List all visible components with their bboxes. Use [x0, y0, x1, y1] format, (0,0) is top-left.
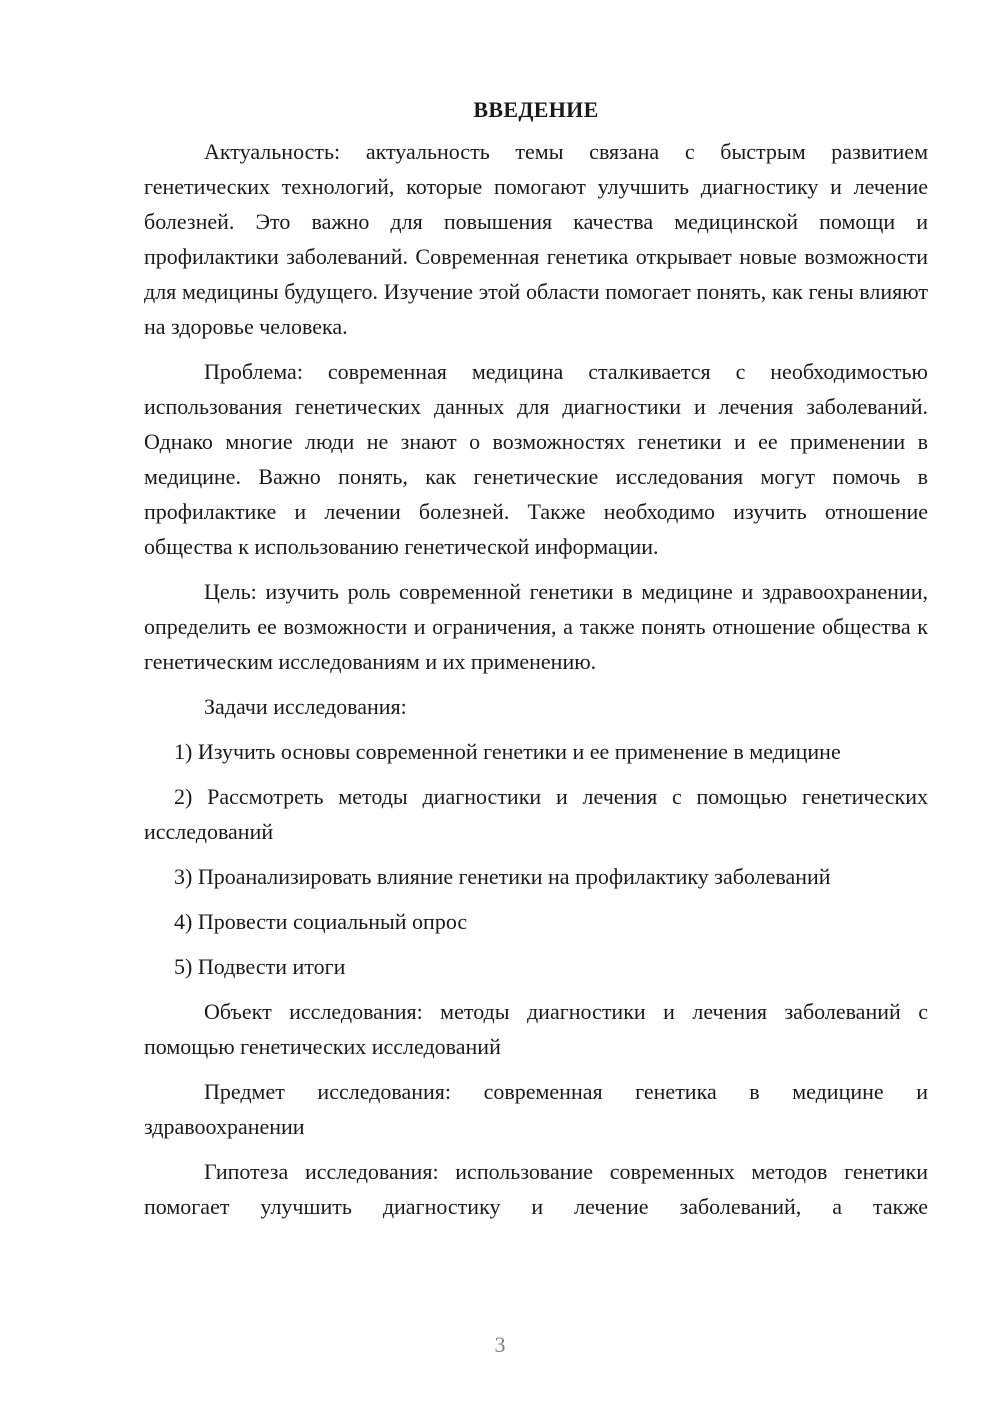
task-item-4: 4) Провести социальный опрос: [174, 909, 468, 934]
tasks-title: Задачи исследования:: [204, 694, 407, 719]
goal-paragraph: Цель: изучить роль современной генетики в медицине и здравоохранении, определить ее возможности и ограничения, а также понять отношение общества к генетическим исследованиям и их применению.: [144, 579, 928, 674]
hypothesis-paragraph: Гипотеза исследования: использование современных методов генетики помогает улучшить диагностику и лечение заболеваний, а также: [144, 1159, 928, 1219]
section-heading: ВВЕДЕНИЕ: [473, 97, 599, 122]
task-item-2: 2) Рассмотреть методы диагностики и лечения с помощью генетических исследований: [144, 784, 928, 844]
relevance-paragraph: Актуальность: актуальность темы связана с быстрым развитием генетических технологий, которые помогают улучшить диагностику и лечение болезней. Это важно для повышения качества медицинской помощи и профилактики заболеваний. Современная генетика открывает новые возможности для медицины будущего. Изучение этой области помогает понять, как гены влияют на здоровье человека.: [144, 139, 928, 339]
object-paragraph: Объект исследования: методы диагностики и лечения заболеваний с помощью генетических исследований: [144, 999, 928, 1059]
task-item-1: 1) Изучить основы современной генетики и ее применение в медицине: [174, 739, 841, 764]
subject-paragraph: Предмет исследования: современная генетика в медицине и здравоохранении: [144, 1079, 928, 1139]
page-number: 3: [494, 1332, 506, 1357]
task-item-3: 3) Проанализировать влияние генетики на профилактику заболеваний: [174, 864, 831, 889]
task-item-5: 5) Подвести итоги: [174, 954, 346, 979]
document-page: [144, 96, 928, 1234]
problem-paragraph: Проблема: современная медицина сталкивается с необходимостью использования генетических данных для диагностики и лечения заболеваний. Однако многие люди не знают о возможностях генетики и ее применении в медицине. Важно понять, как генетические исследования могут помочь в профилактике и лечении болезней. Также необходимо изучить отношение общества к использованию генетической информации.: [144, 359, 928, 559]
